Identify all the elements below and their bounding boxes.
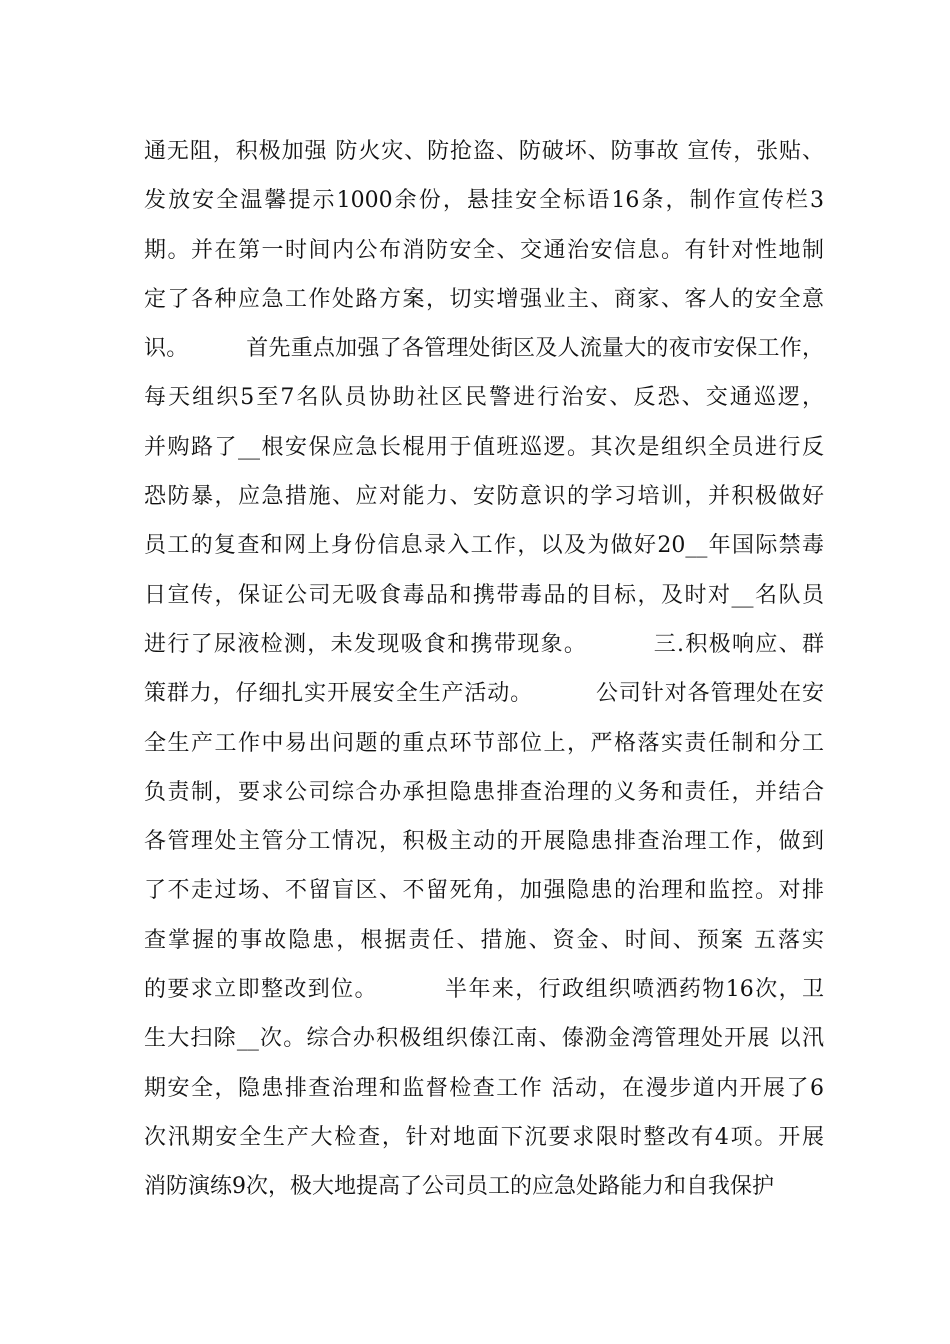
text-line: 并购路了__根安保应急长棍用于值班巡逻。其次是组织全员进行反: [144, 434, 824, 460]
text-line: 查掌握的事故隐患，根据责任、措施、资金、时间、预案 五落实: [144, 927, 824, 953]
text-line: 期。并在第一时间内公布消防安全、交通治安信息。有针对性地制: [144, 237, 824, 263]
text-line: 定了各种应急工作处路方案，切实增强业主、商家、客人的安全意: [144, 286, 824, 312]
text-line: 各管理处主管分工情况，积极主动的开展隐患排查治理工作，做到: [144, 829, 824, 855]
text-line: 消防演练9次，极大地提高了公司员工的应急处路能力和自我保护: [144, 1174, 774, 1200]
text-line: 策群力，仔细扎实开展安全生产活动。 公司针对各管理处在安: [144, 681, 824, 707]
text-line: 生大扫除__次。综合办积极组织傣江南、傣泐金湾管理处开展 以汛: [144, 1026, 824, 1052]
text-line: 了不走过场、不留盲区、不留死角，加强隐患的治理和监控。对排: [144, 878, 824, 904]
text-line: 发放安全温馨提示1000余份，悬挂安全标语16条，制作宣传栏3: [144, 188, 824, 214]
text-line: 期安全，隐患排查治理和监督检查工作 活动，在漫步道内开展了6: [144, 1075, 824, 1101]
text-line: 通无阻，积极加强 防火灾、防抢盗、防破坏、防事故 宣传，张贴、: [144, 139, 824, 164]
text-line: 日宣传，保证公司无吸食毒品和携带毒品的目标，及时对__名队员: [144, 582, 824, 608]
text-line: 恐防暴，应急措施、应对能力、安防意识的学习培训，并积极做好: [144, 484, 824, 510]
body-text: [144, 127, 824, 1212]
text-line: 进行了尿液检测，未发现吸食和携带现象。 三.积极响应、群: [144, 631, 824, 657]
text-line: 员工的复查和网上身份信息录入工作，以及为做好20__年国际禁毒: [144, 533, 824, 559]
text-line: 负责制，要求公司综合办承担隐患排查治理的义务和责任，并结合: [144, 779, 824, 805]
text-line: 每天组织5至7名队员协助社区民警进行治安、反恐、交通巡逻，: [144, 385, 824, 411]
text-line: 的要求立即整改到位。 半年来，行政组织喷洒药物16次，卫: [144, 977, 824, 1003]
text-line: 次汛期安全生产大检查，针对地面下沉要求限时整改有4项。开展: [144, 1124, 824, 1150]
text-line: 全生产工作中易出问题的重点环节部位上，严格落实责任制和分工: [144, 730, 824, 756]
text-line: 识。 首先重点加强了各管理处街区及人流量大的夜市安保工作，: [144, 336, 824, 362]
